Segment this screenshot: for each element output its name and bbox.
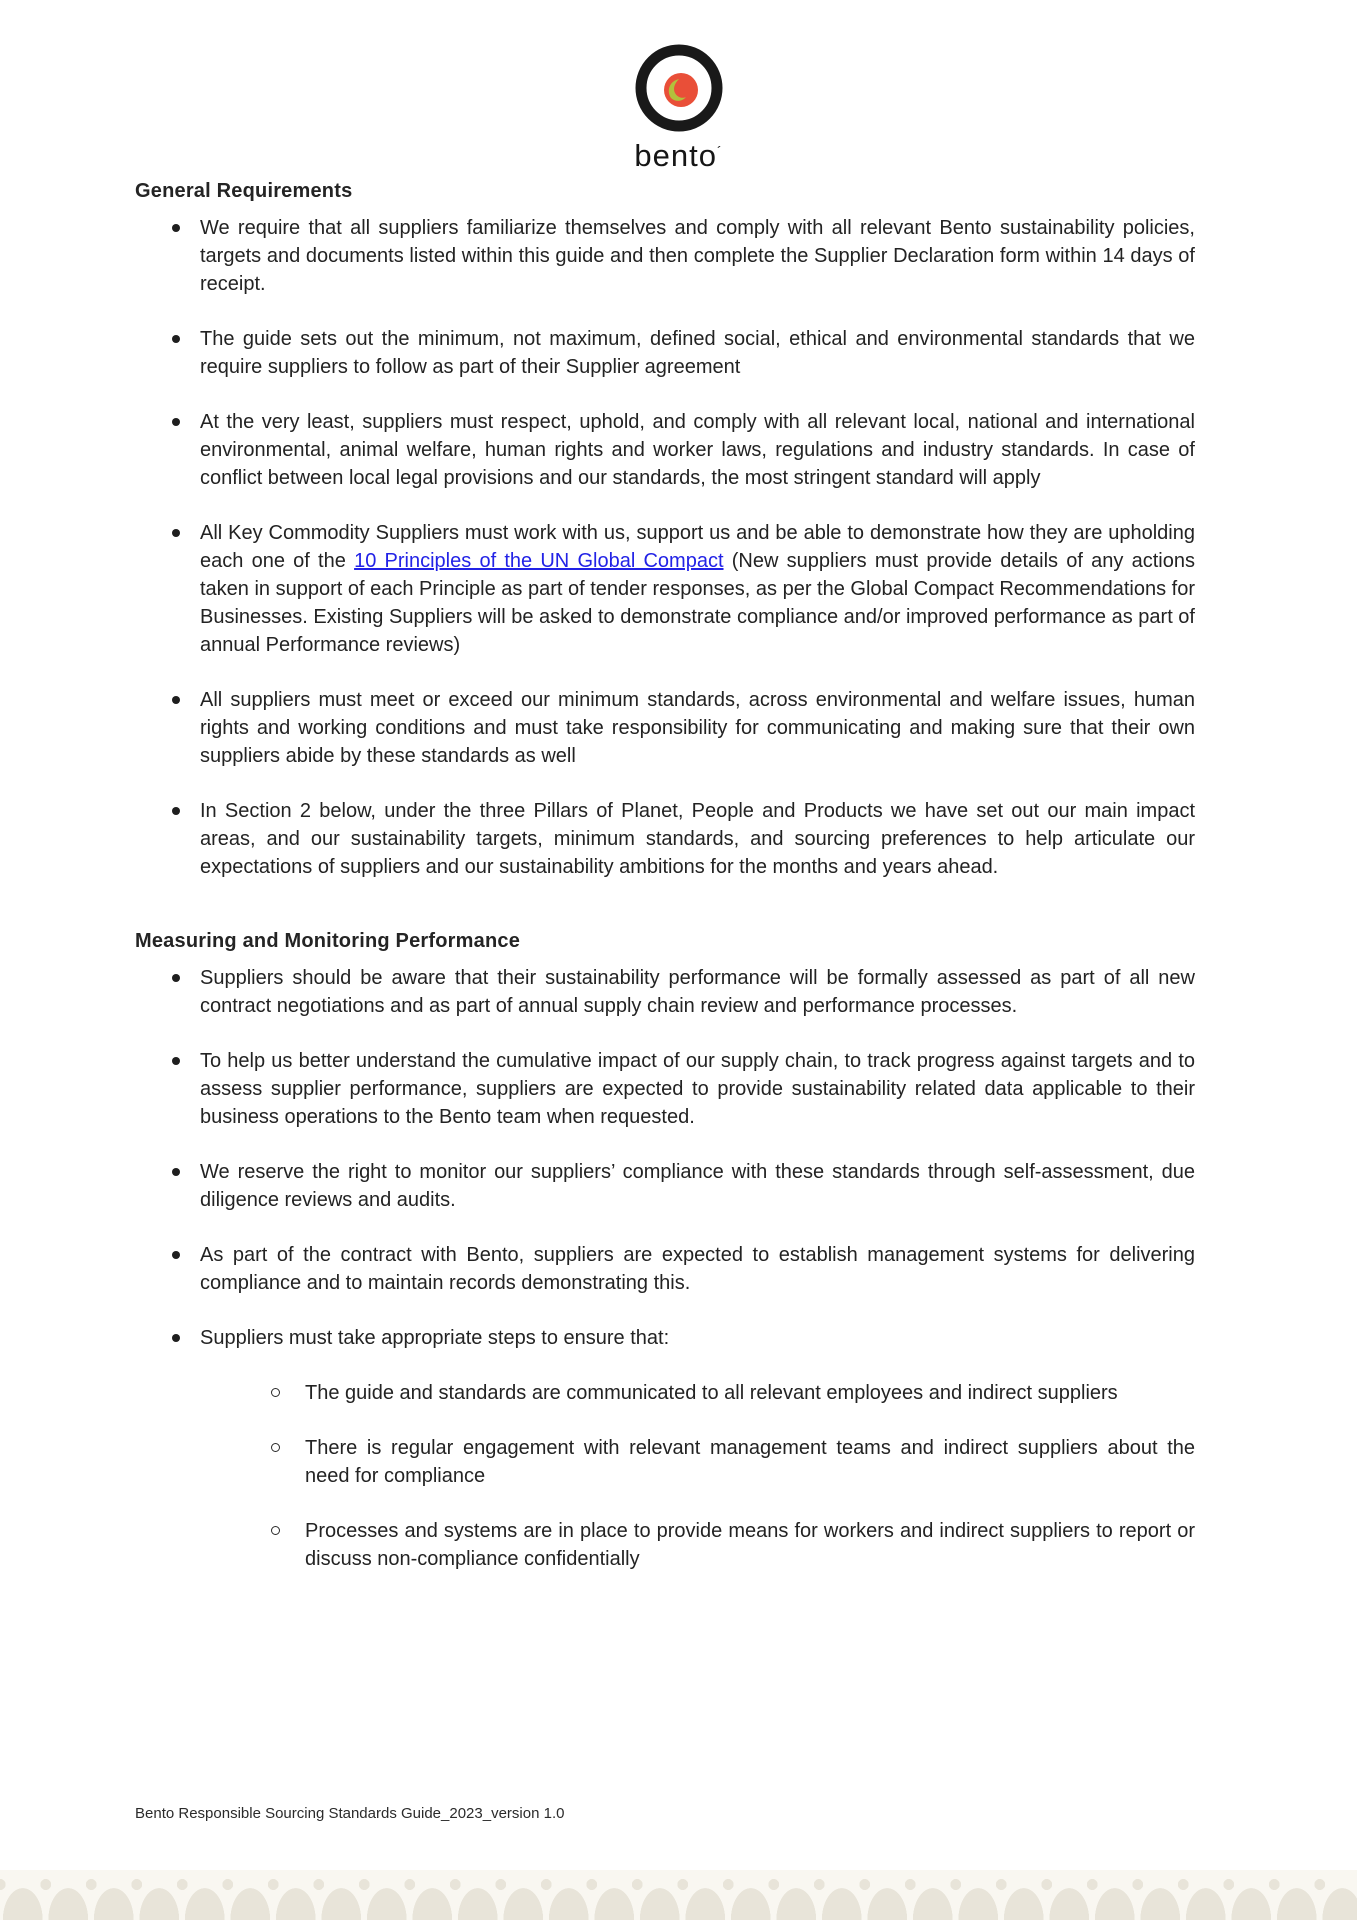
bullet-icon	[172, 529, 180, 537]
list-item-text: Suppliers should be aware that their sustainability performance will be formally assessed as part of all new contract negotiations and as part of annual supply chain review and performance processes.	[200, 967, 1195, 1017]
circle-bullet-icon	[271, 1443, 280, 1452]
section-heading-measuring-monitoring: Measuring and Monitoring Performance	[135, 930, 521, 952]
sub-list-item	[200, 1379, 1195, 1407]
circle-bullet-icon	[271, 1526, 280, 1535]
bullet-icon	[172, 1168, 180, 1176]
list-item-text: (New suppliers must provide details of any actions taken in support of each Principle as part of tender responses, as per the Global Compact Recommendations for Businesses. Existing Suppliers will be asked to demonstrate compliance and/or improved performance as part of annual Performance reviews)	[200, 550, 1195, 656]
list-item-text: We require that all suppliers familiarize themselves and comply with all relevant Bento sustainability policies, targets and documents listed within this guide and then complete the Supplier Declaration form within 14 days of receipt.	[200, 217, 1195, 295]
bullet-icon	[172, 1057, 180, 1065]
bullet-icon	[172, 974, 180, 982]
list-item	[135, 408, 1195, 492]
list-item-text: Suppliers must take appropriate steps to ensure that:	[200, 1327, 670, 1349]
un-global-compact-link[interactable]: 10 Principles of the UN Global Compact	[354, 550, 724, 572]
list-item	[135, 964, 1195, 1020]
list-item	[135, 797, 1195, 881]
list-item	[135, 1158, 1195, 1214]
list-item-text: At the very least, suppliers must respect, uphold, and comply with all relevant local, national and international environmental, animal welfare, human rights and worker laws, regulations and industry standards. In case of conflict between local legal provisions and our standards, the most stringent standard will apply	[200, 411, 1195, 489]
list-item	[135, 1241, 1195, 1297]
list-item-text: In Section 2 below, under the three Pillars of Planet, People and Products we have set out our main impact areas, and our sustainability targets, minimum standards, and sourcing preferences to help articulate our expectations of suppliers and our sustainability ambitions for the months and years ahead.	[200, 800, 1195, 878]
sub-list-item-text: Processes and systems are in place to provide means for workers and indirect suppliers to report or discuss non-compliance confidentially	[305, 1520, 1195, 1570]
list-item	[135, 1047, 1195, 1131]
list-item	[135, 214, 1195, 298]
sub-list-item-text: The guide and standards are communicated to all relevant employees and indirect suppliers	[305, 1382, 1118, 1404]
bento-logo	[0, 0, 1357, 171]
bullet-icon	[172, 807, 180, 815]
trademark-mark: ´	[716, 143, 723, 159]
list-item-text: All Key Commodity Suppliers must work with us, support us and be able to demonstrate how they are upholding each one of the	[200, 522, 1195, 572]
bullet-icon	[172, 335, 180, 343]
bullet-icon	[172, 1334, 180, 1342]
list-item-text: To help us better understand the cumulative impact of our supply chain, to track progress against targets and to assess supplier performance, suppliers are expected to provide sustainability related data applicable to their business operations to the Bento team when requested.	[200, 1050, 1195, 1128]
bullet-icon	[172, 696, 180, 704]
list-item	[135, 325, 1195, 381]
document-body	[0, 171, 1357, 1573]
bullet-icon	[172, 224, 180, 232]
bento-wordmark: bento´	[634, 138, 723, 173]
section-heading-general-requirements: General Requirements	[135, 180, 353, 202]
list-item-text: As part of the contract with Bento, suppliers are expected to establish management systems for delivering compliance and to maintain records demonstrating this.	[200, 1244, 1195, 1294]
list-item	[135, 1324, 1195, 1573]
sub-list-item-text: There is regular engagement with relevant management teams and indirect suppliers about the need for compliance	[305, 1437, 1195, 1487]
bullet-icon	[172, 418, 180, 426]
list-item-text: We reserve the right to monitor our suppliers’ compliance with these standards through self-assessment, due diligence reviews and audits.	[200, 1161, 1195, 1211]
sub-list-item	[200, 1434, 1195, 1490]
bento-logo-icon	[619, 36, 739, 140]
bullet-icon	[172, 1251, 180, 1259]
list-item	[135, 519, 1195, 659]
document-footer: Bento Responsible Sourcing Standards Guide_2023_version 1.0	[135, 1805, 565, 1822]
list-item	[135, 686, 1195, 770]
list-item-text: All suppliers must meet or exceed our minimum standards, across environmental and welfare issues, human rights and working conditions and must take responsibility for communicating and making sure that their own suppliers abide by these standards as well	[200, 689, 1195, 767]
sub-list-item	[200, 1517, 1195, 1573]
list-item-text: The guide sets out the minimum, not maximum, defined social, ethical and environmental standards that we require suppliers to follow as part of their Supplier agreement	[200, 328, 1195, 378]
decorative-scallop-border	[0, 1870, 1357, 1920]
circle-bullet-icon	[271, 1388, 280, 1397]
